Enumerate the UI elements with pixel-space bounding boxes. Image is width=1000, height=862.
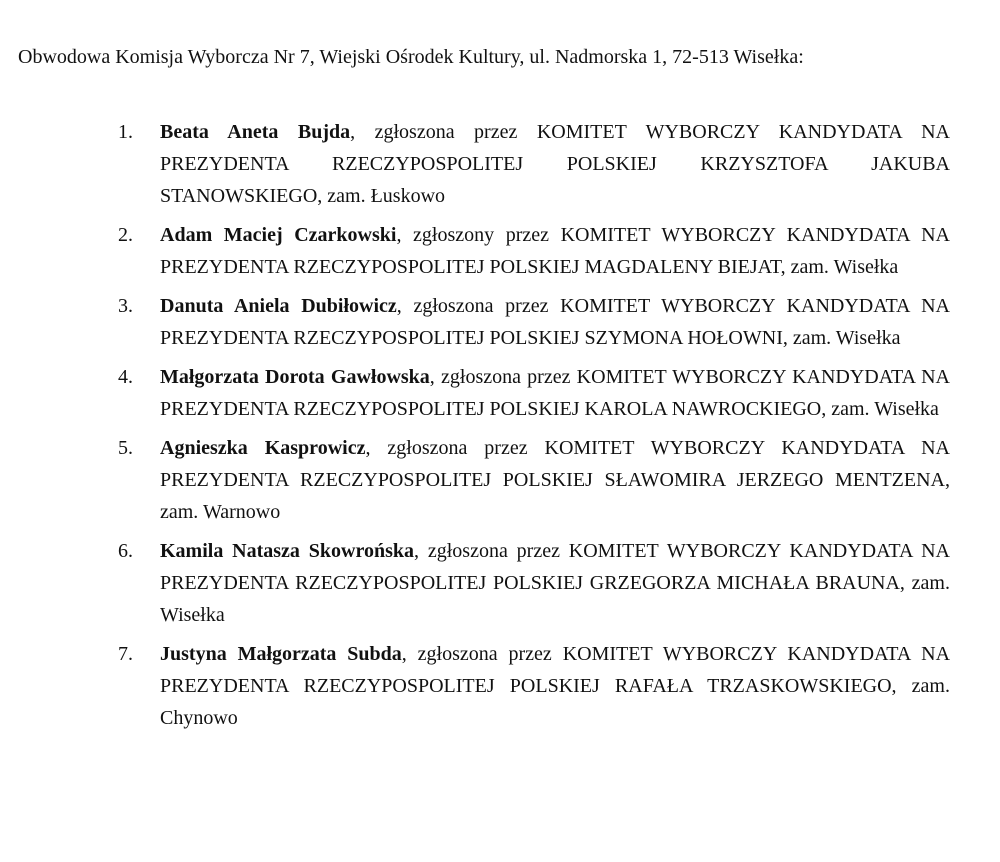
item-number: 3. [118, 295, 133, 317]
member-details: , zgłoszona przez KOMITET WYBORCZY KANDYDATA NA PREZYDENTA RZECZYPOSPOLITEJ POLSKIEJ SŁAWOMIRA JERZEGO MENTZENA, zam. Warnowo [160, 437, 951, 523]
item-number: 7. [118, 643, 133, 665]
list-item [118, 116, 950, 212]
list-item [118, 535, 950, 631]
list-item [118, 290, 950, 354]
document-header: Obwodowa Komisja Wyborcza Nr 7, Wiejski Ośrodek Kultury, ul. Nadmorska 1, 72-513 Wisełka: [18, 46, 804, 68]
list-item [118, 219, 950, 283]
committee-member-list [118, 116, 950, 741]
member-name: Beata Aneta Bujda [160, 121, 351, 143]
list-item [118, 361, 950, 425]
item-number: 6. [118, 540, 133, 562]
member-name: Danuta Aniela Dubiłowicz [160, 295, 397, 317]
member-name: Adam Maciej Czarkowski [160, 224, 397, 246]
member-details: , zgłoszona przez KOMITET WYBORCZY KANDYDATA NA PREZYDENTA RZECZYPOSPOLITEJ POLSKIEJ RAFAŁA TRZASKOWSKIEGO, zam. Chynowo [160, 643, 951, 729]
member-name: Małgorzata Dorota Gawłowska [160, 366, 430, 388]
item-number: 5. [118, 437, 133, 459]
member-name: Justyna Małgorzata Subda [160, 643, 402, 665]
member-details: , zgłoszona przez KOMITET WYBORCZY KANDYDATA NA PREZYDENTA RZECZYPOSPOLITEJ POLSKIEJ GRZEGORZA MICHAŁA BRAUNA, zam. Wisełka [160, 540, 951, 626]
item-number: 2. [118, 224, 133, 246]
member-details: , zgłoszona przez KOMITET WYBORCZY KANDYDATA NA PREZYDENTA RZECZYPOSPOLITEJ POLSKIEJ KRZYSZTOFA JAKUBA STANOWSKIEGO, zam. Łuskowo [160, 121, 950, 207]
member-details: , zgłoszona przez KOMITET WYBORCZY KANDYDATA NA PREZYDENTA RZECZYPOSPOLITEJ POLSKIEJ KAROLA NAWROCKIEGO, zam. Wisełka [160, 366, 950, 420]
member-details: , zgłoszony przez KOMITET WYBORCZY KANDYDATA NA PREZYDENTA RZECZYPOSPOLITEJ POLSKIEJ MAGDALENY BIEJAT, zam. Wisełka [160, 224, 950, 278]
member-name: Kamila Natasza Skowrońska [160, 540, 415, 562]
item-number: 1. [118, 121, 133, 143]
item-number: 4. [118, 366, 133, 388]
list-item [118, 638, 950, 734]
member-details: , zgłoszona przez KOMITET WYBORCZY KANDYDATA NA PREZYDENTA RZECZYPOSPOLITEJ POLSKIEJ SZYMONA HOŁOWNI, zam. Wisełka [160, 295, 950, 349]
member-name: Agnieszka Kasprowicz [160, 437, 366, 459]
list-item [118, 432, 950, 528]
